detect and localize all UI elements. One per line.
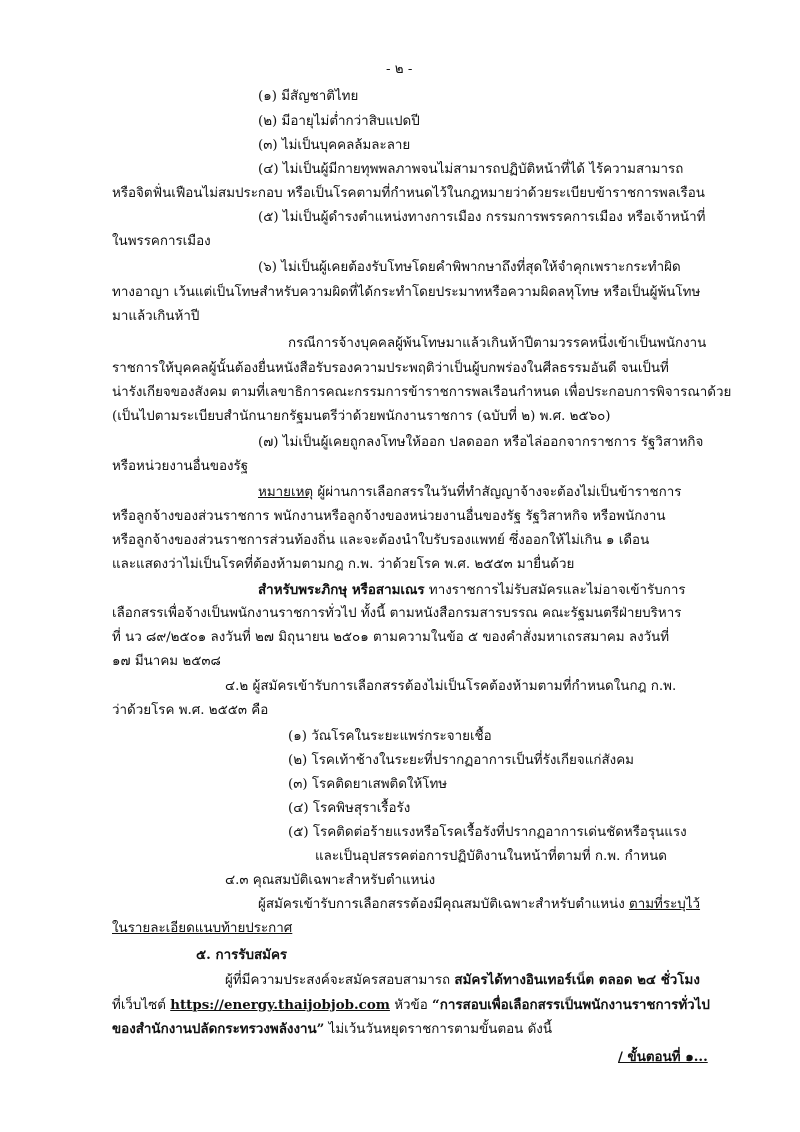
case-line-1: กรณีการจ้างบุคคลผู้พ้นโทษมาแล้วเกินห้าปีตามวรรคหนึ่งเข้าเป็นพนักงาน <box>288 336 707 351</box>
monks-text-1: ทางราชการไม่รับสมัครและไม่อาจเข้ารับการ <box>428 583 686 598</box>
qualification-7-line-2: หรือหน่วยงานอื่นของรัฐ <box>112 459 249 474</box>
disease-2: (๒) โรคเท้าช้างในระยะที่ปรากฏอาการเป็นที่รังเกียจแก่สังคม <box>288 753 634 768</box>
monks-line-4: ๑๗ มีนาคม ๒๕๓๘ <box>112 654 221 669</box>
section-4-3-line-2 <box>258 896 700 914</box>
page-number: - ๒ - <box>386 62 413 77</box>
note-line-2: หรือลูกจ้างของส่วนราชการ พนักงานหรือลูกจ้างของหน่วยงานอื่นของรัฐ รัฐวิสาหกิจ หรือพนักงาน <box>112 509 666 524</box>
qualification-6-line-1: (๖) ไม่เป็นผู้เคยต้องรับโทษโดยคำพิพากษาถึงที่สุดให้จำคุกเพราะกระทำผิด <box>258 260 681 275</box>
section-4-2-line-1: ๔.๒ ผู้สมัครเข้ารับการเลือกสรรต้องไม่เป็นโรคต้องห้ามตามที่กำหนดในกฎ ก.พ. <box>225 679 677 694</box>
qualification-6-line-2: ทางอาญา เว้นแต่เป็นโทษสำหรับความผิดที่ได้กระทำโดยประมาทหรือความผิดลหุโทษ หรือเป็นผู้พ้นโทษ <box>112 285 701 300</box>
section-5-website-label: ที่เว็บไซต์ <box>112 998 166 1013</box>
case-line-3: น่ารังเกียจของสังคม ตามที่เลขาธิการคณะกรรมการข้าราชการพลเรือนกำหนด เพื่อประกอบการพิจารณาด้วย <box>112 385 732 400</box>
disease-4: (๔) โรคพิษสุราเรื้อรัง <box>288 801 411 816</box>
section-5-line-3 <box>112 1020 552 1039</box>
case-line-4: (เป็นไปตามระเบียบสำนักนายกรัฐมนตรีว่าด้วยพนักงานราชการ (ฉบับที่ ๒) พ.ศ. ๒๕๖๐) <box>112 409 611 424</box>
section-4-3-underlined: ตามที่ระบุไว้ <box>629 897 701 912</box>
qualification-5-line-1: (๕) ไม่เป็นผู้ดำรงตำแหน่งทางการเมือง กรรมการพรรคการเมือง หรือเจ้าหน้าที่ <box>258 210 706 225</box>
disease-5-line-2: และเป็นอุปสรรคต่อการปฏิบัติงานในหน้าที่ตามที่ ก.พ. กำหนด <box>315 849 667 864</box>
qualification-7-line-1: (๗) ไม่เป็นผู้เคยถูกลงโทษให้ออก ปลดออก หรือไล่ออกจากราชการ รัฐวิสาหกิจ <box>258 435 704 450</box>
monks-line-3: ที่ นว ๘๙/๒๕๐๑ ลงวันที่ ๒๗ มิถุนายน ๒๕๐๑ ตามความในข้อ ๕ ของคำสั่งมหาเถรสมาคม ลงวันที่ <box>112 630 670 645</box>
section-5-text-3: ไม่เว้นวันหยุดราชการตามขั้นตอน ดังนี้ <box>328 1022 552 1037</box>
section-5-line-1 <box>225 971 700 990</box>
section-4-2-line-2: ว่าด้วยโรค พ.ศ. ๒๕๕๓ คือ <box>112 703 269 718</box>
monks-line-1 <box>258 581 686 600</box>
note-label: หมายเหตุ <box>258 485 314 500</box>
section-5-text-1: ผู้ที่มีความประสงค์จะสมัครสอบสามารถ <box>225 973 451 988</box>
continuation-marker: / ขั้นตอนที่ ๑... <box>618 1049 708 1065</box>
monks-line-2: เลือกสรรเพื่อจ้างเป็นพนักงานราชการทั่วไป ทั้งนี้ ตามหนังสือกรมสารบรรณ คณะรัฐมนตรีฝ่ายบริหาร <box>112 606 682 621</box>
qualification-1: (๑) มีสัญชาติไทย <box>258 89 359 104</box>
disease-3: (๓) โรคติดยาเสพติดให้โทษ <box>288 777 448 792</box>
qualification-4-line-1: (๔) ไม่เป็นผู้มีกายทุพพลภาพจนไม่สามารถปฏิบัติหน้าที่ได้ ไร้ความสามารถ <box>258 162 684 177</box>
note-line-4: และแสดงว่าไม่เป็นโรคที่ต้องห้ามตามกฎ ก.พ. ว่าด้วยโรค พ.ศ. ๒๕๕๓ มายื่นด้วย <box>112 557 575 572</box>
qualification-3: (๓) ไม่เป็นบุคคลล้มละลาย <box>258 138 411 153</box>
disease-1: (๑) วัณโรคในระยะแพร่กระจายเชื้อ <box>288 729 492 744</box>
section-4-3-line-3: ในรายละเอียดแนบท้ายประกาศ <box>112 921 293 936</box>
monks-label: สำหรับพระภิกษุ หรือสามเณร <box>258 582 425 598</box>
section-5-topic-1: “การสอบเพื่อเลือกสรรเป็นพนักงานราชการทั่วไป <box>432 997 710 1013</box>
section-4-3-line-1: ๔.๓ คุณสมบัติเฉพาะสำหรับตำแหน่ง <box>225 873 436 888</box>
section-4-3-text: ผู้สมัครเข้ารับการเลือกสรรต้องมีคุณสมบัติเฉพาะสำหรับตำแหน่ง <box>258 897 625 912</box>
case-line-2: ราชการให้บุคคลผู้นั้นต้องยื่นหนังสือรับรองความประพฤติว่าเป็นผู้บกพร่องในศีลธรรมอันดี จนเป็นที่ <box>112 361 669 376</box>
qualification-2: (๒) มีอายุไม่ต่ำกว่าสิบแปดปี <box>258 114 420 129</box>
section-5-heading: ๕. การรับสมัคร <box>196 947 288 963</box>
section-5-topic-label: หัวข้อ <box>394 998 428 1013</box>
section-5-line-2 <box>112 996 710 1015</box>
qualification-6-line-3: มาแล้วเกินห้าปี <box>112 309 200 324</box>
qualification-5-line-2: ในพรรคการเมือง <box>112 234 211 249</box>
qualification-4-line-2: หรือจิตฟั่นเฟือนไม่สมประกอบ หรือเป็นโรคตามที่กำหนดไว้ในกฎหมายว่าด้วยระเบียบข้าราชการพลเรือน <box>112 186 705 201</box>
section-5-topic-2: ของสำนักงานปลัดกระทรวงพลังงาน” <box>112 1021 325 1037</box>
note-line-1 <box>258 484 681 502</box>
disease-5-line-1: (๕) โรคติดต่อร้ายแรงหรือโรคเรื้อรังที่ปรากฏอาการเด่นชัดหรือรุนแรง <box>288 825 687 840</box>
website-link[interactable]: https://energy.thaijobjob.com <box>170 997 390 1013</box>
note-line-3: หรือลูกจ้างของส่วนราชการส่วนท้องถิ่น และจะต้องนำใบรับรองแพทย์ ซึ่งออกให้ไม่เกิน ๑ เดือน <box>112 533 650 548</box>
note-text-1: ผู้ผ่านการเลือกสรรในวันที่ทำสัญญาจ้างจะต้องไม่เป็นข้าราชการ <box>317 485 682 500</box>
section-5-bold-1: สมัครได้ทางอินเทอร์เน็ต ตลอด ๒๔ ชั่วโมง <box>454 972 700 988</box>
